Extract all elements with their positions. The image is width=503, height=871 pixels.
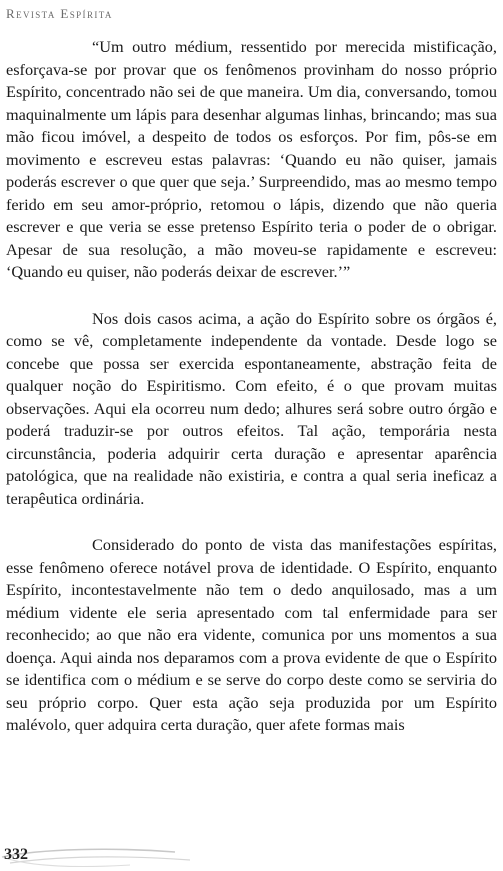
paragraph-identity: Considerado do ponto de vista das manifestações espíritas, esse fenômeno oferece notável prova de identidade. O Espírito, enquanto Espírito, incontestavelmente não tem o dedo anquilosado, mas a um médium vidente ele seria apresentado com tal enfermidade para ser reconhecido; ao que não era vidente, comunica por uns momentos a sua doença. Aqui ainda nos deparamos com a prova evidente de que o Espírito se identifica com o médium e se serve do corpo deste como se serviria do seu próprio corpo. Quer esta ação seja produzida por um Espírito malévolo, quer adquira certa duração, quer afete formas mais — [6, 535, 497, 734]
paragraph-quote: “Um outro médium, ressentido por merecida mistificação, esforçava-se por provar que os fenômenos provinham do nosso próprio Espírito, concentrado não sei de que maneira. Um dia, conversando, tomou maquinalmente um lápis para desenhar algumas linhas, brincando; mas sua mão ficou imóvel, a despeito de todos os esforços. Por fim, pôs-se em movimento e escreveu estas palavras: ‘Quando eu não quiser, jamais poderás escrever o que quer que seja.’ Surpreendido, mas ao mesmo tempo ferido em seu amor-próprio, retomou o lápis, dizendo que não queria escrever e que veria se esse pretenso Espírito teria o poder de o obrigar. Apesar de sua resolução, a mão moveu-se rapidamente e escreveu: ‘Quando eu quiser, não poderás deixar de escrever.’” — [6, 37, 497, 281]
running-head: Revista Espírita — [6, 6, 113, 21]
page-number: 332 — [4, 846, 28, 863]
paragraph-commentary: Nos dois casos acima, a ação do Espírito sobre os órgãos é, como se vê, completamente independente da vontade. Desde logo se concebe que possa ser exercida espontaneamente, abstração feita de qualquer noção do Espiritismo. Com efeito, é o que provam muitas observações. Aqui ela ocorreu num dedo; alhures será sobre outro órgão e poderá traduzir-se por outros efeitos. Tal ação, temporária nesta circunstância, poderia adquirir certa duração e apresentar aparência patológica, que na realidade não existiria, e contra a qual seria ineficaz a terapêutica ordinária. — [6, 308, 497, 508]
page-body — [6, 36, 497, 737]
decorative-swoosh-icon — [0, 843, 200, 871]
